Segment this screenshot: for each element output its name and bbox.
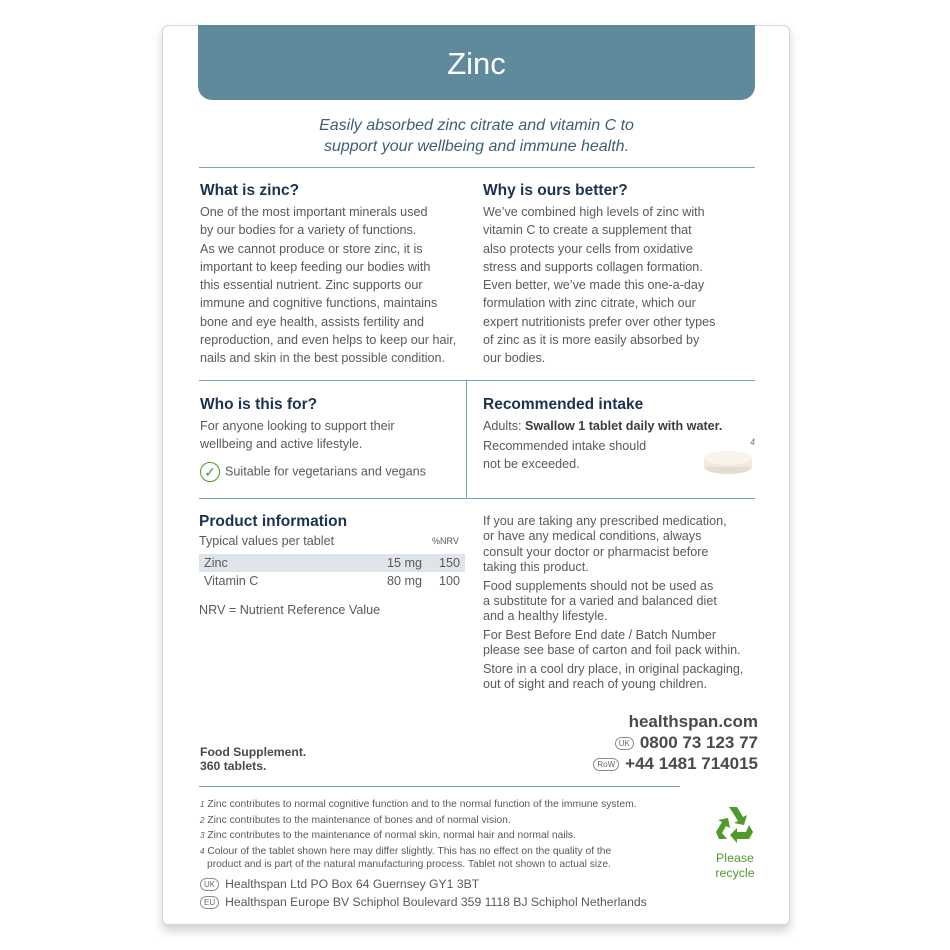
intake-instruction: Adults: Swallow 1 tablet daily with water. [483,419,723,433]
recycle-icon [713,803,757,850]
product-info-section [199,513,469,617]
uk-phone: UK 0800 73 123 77 [615,733,758,753]
advice-section [483,514,763,692]
address-eu: EU Healthspan Europe BV Schiphol Boulevard 359 1118 BJ Schiphol Netherlands [200,895,647,909]
section-heading: Recommended intake [483,396,644,413]
table-row: Zinc 15 mg 150 [199,554,465,572]
page-title: Zinc [447,46,506,81]
recycle-label: Please recycle [715,851,755,880]
divider [199,380,755,381]
advice-paragraph: Food supplements should not be used as a substitute for a varied and balanced diet and a healthy lifestyle. [483,578,717,624]
product-type: Food Supplement. 360 tablets. [200,745,307,773]
advice-paragraph: For Best Before End date / Batch Number please see base of carton and foil pack within. [483,627,741,658]
title-banner [198,25,755,100]
address-uk: UK Healthspan Ltd PO Box 64 Guernsey GY1 3BT [200,877,479,891]
why-better-body: We’ve combined high levels of zinc with vitamin C to create a supplement that also protects your cells from oxidative stress and supports collagen formation. Even better, we’ve made this one-a-day formulation with zinc citrate, which our expert nutritionists prefer over other types of zinc as it is more easily absorbed by our bodies. [483,205,716,366]
section-heading: What is zinc? [200,182,300,199]
advice-paragraph: Store in a cool dry place, in original packaging, out of sight and reach of young children. [483,661,744,692]
row-tag: RoW [593,758,619,771]
footnote: $^2$ Zinc contributes to the maintenance of bones and of normal vision. [200,815,511,826]
what-is-zinc-section [200,182,460,368]
footnote: $^1$ Zinc contributes to normal cognitive function and to the normal function of the immune system. [200,799,637,810]
footnote-marker: 4 [750,437,756,447]
who-for-body: For anyone looking to support their wellbeing and active lifestyle. [200,419,395,452]
website-link[interactable]: healthspan.com [628,712,758,731]
section-heading: Why is ours better? [483,182,628,199]
eu-tag: EU [200,896,219,909]
intake-warning: Recommended intake should not be exceeded. [483,439,647,472]
who-for-section [200,396,462,482]
suitable-note: ✓ Suitable for vegetarians and vegans [200,462,462,482]
divider [199,167,755,168]
section-heading: Who is this for? [200,396,318,413]
table-row: Vitamin C 80 mg 100 [204,574,460,588]
advice-paragraph: If you are taking any prescribed medication, or have any medical conditions, always consult your doctor or pharmacist before taking this product. [483,514,727,575]
tablet-image [702,447,754,482]
row-phone: RoW +44 1481 714015 [593,754,758,774]
divider [199,498,755,499]
nrv-note: NRV = Nutrient Reference Value [199,603,381,617]
tagline: Easily absorbed zinc citrate and vitamin C to support your wellbeing and immune health. [319,117,634,155]
uk-tag: UK [615,737,634,750]
nrv-column-header: %NRV [432,536,459,546]
vertical-divider [466,380,467,498]
uk-tag: UK [200,878,219,891]
footnote: $^4$ Colour of the tablet shown here may differ slightly. This has no effect on the quality of the product and is part of the natural manufacturing process. Tablet not shown to actual size. [200,846,612,870]
what-is-zinc-body: One of the most important minerals used by our bodies for a variety of functions. As we cannot produce or store zinc, it is important to keep feeding our bodies with this essential nutrient. Zinc supports our immune and cognitive functions, maintains bone and eye health, assists fertility and reproduction, and even helps to keep our hair, nails and skin in the best possible condition. [200,205,457,366]
table-subheading: Typical values per tablet %NRV [199,534,459,548]
section-heading: Product information [199,513,348,530]
check-circle-icon: ✓ [200,462,220,482]
footnote: $^3$ Zinc contributes to the maintenance of normal skin, normal hair and normal nails. [200,830,576,841]
why-better-section [483,182,753,368]
nutrition-table [199,554,465,590]
divider [199,786,680,787]
